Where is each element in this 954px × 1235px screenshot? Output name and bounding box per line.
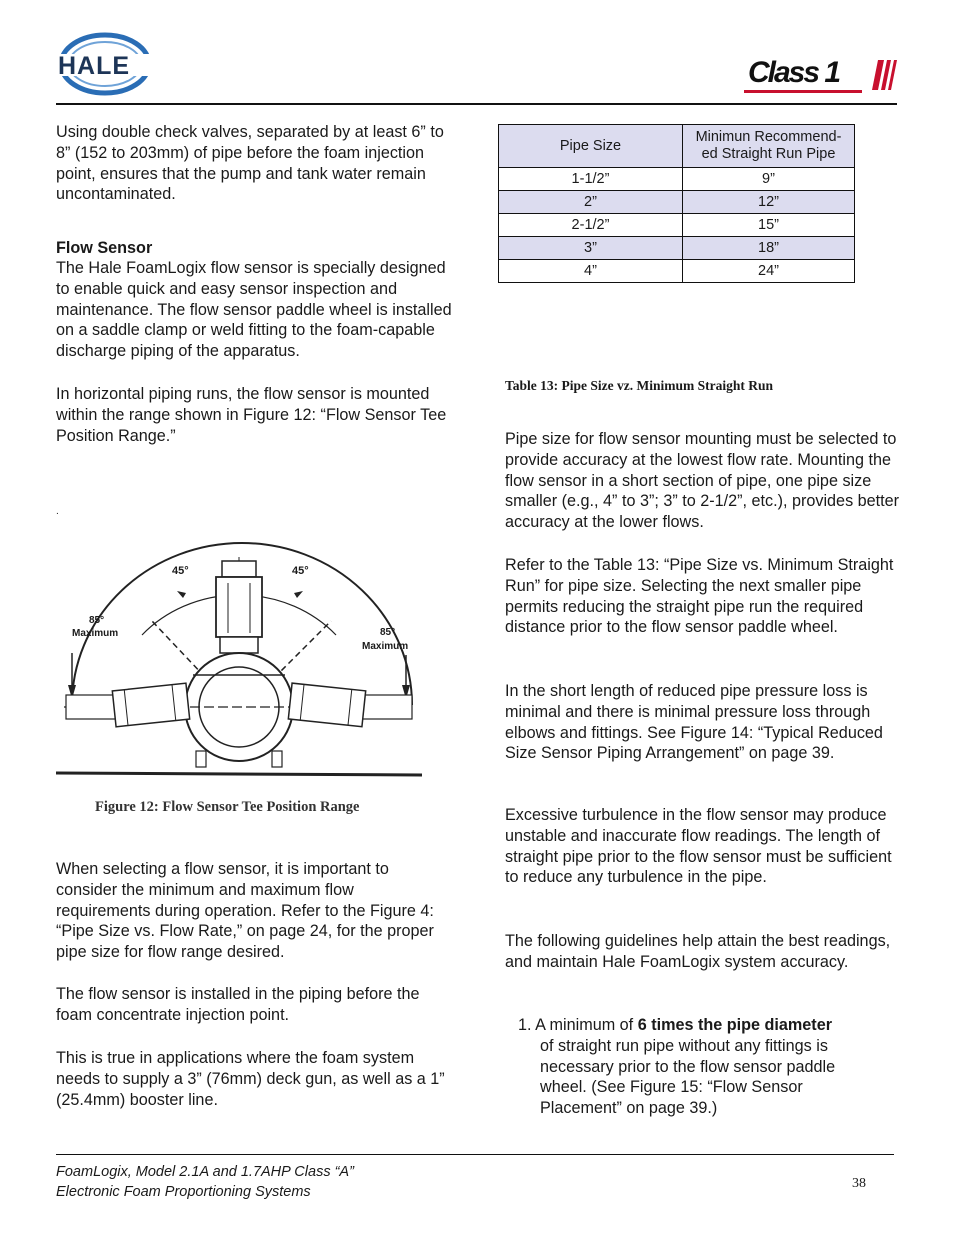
table-cell: 9” xyxy=(683,168,855,191)
class1-logo-text: Class 1 xyxy=(748,56,840,89)
para-refer: Refer to the Table 13: “Pipe Size vs. Minimum Straight Run” for pipe size. Selecting the next smaller pipe permits reducing the straight pipe run the required distance prior to the flow sensor paddle wheel. xyxy=(505,556,894,637)
table-cell: 24” xyxy=(683,260,855,283)
table-cell: 2” xyxy=(499,191,683,214)
table-cell: 3” xyxy=(499,237,683,260)
table-cell: 12” xyxy=(683,191,855,214)
footer-line-1: FoamLogix, Model 2.1A and 1.7AHP Class “A” xyxy=(56,1164,354,1180)
page-number: 38 xyxy=(852,1176,866,1191)
step-text-bold: 6 times the pipe diameter xyxy=(637,1016,833,1034)
table-header-row xyxy=(499,125,855,168)
step-text-pre: A minimum of xyxy=(535,1016,634,1034)
flow-sensor-diagram xyxy=(56,535,422,783)
label-max-left: Maximum xyxy=(72,628,119,639)
footer-rule xyxy=(56,1154,894,1155)
table-cell: 1-1/2” xyxy=(499,168,683,191)
step-text-post: of straight run pipe without any fittings is necessary prior to the flow sensor paddle wheel. (See Figure 15: “Flow Sensor Placement” on page 39.) xyxy=(540,1036,836,1118)
class1-logo xyxy=(744,56,900,96)
para-true: This is true in applications where the foam system needs to supply a 3” (76mm) deck gun, as well as a 1” (25.4mm) booster line. xyxy=(56,1049,445,1109)
table-cell: 15” xyxy=(683,214,855,237)
stray-mark: . xyxy=(56,506,59,517)
hale-logo xyxy=(56,32,154,96)
footer-doc-title xyxy=(56,1162,354,1202)
table-cell: 18” xyxy=(683,237,855,260)
label-85-left: 85° xyxy=(89,615,105,626)
label-45-left: 45° xyxy=(172,565,189,577)
label-45-right: 45° xyxy=(292,565,309,577)
flow-sensor-heading: Flow Sensor xyxy=(56,239,153,257)
table-row xyxy=(499,191,855,214)
footer-line-2: Electronic Foam Proportioning Systems xyxy=(56,1184,311,1200)
label-85-right: 85° xyxy=(380,627,396,638)
table-13-caption: Table 13: Pipe Size vz. Minimum Straight Run xyxy=(505,378,774,393)
para-selecting: When selecting a flow sensor, it is important to consider the minimum and maximum flow requirements during operation. Refer to the Figure 4: “Pipe Size vs. Flow Rate,” on page 24, for the proper pipe size for flow range desired. xyxy=(56,860,434,962)
step-number: 1. xyxy=(518,1016,532,1034)
table-row xyxy=(499,260,855,283)
table-cell: 2-1/2” xyxy=(499,214,683,237)
para-flow-sensor: The Hale FoamLogix flow sensor is specially designed to enable quick and easy sensor inspection and maintenance. The flow sensor paddle wheel is installed on a saddle clamp or weld fitting to the foam-capable discharge piping of the apparatus. xyxy=(56,259,452,361)
table-header-cell: Minimun Recommend-ed Straight Run Pipe xyxy=(683,125,855,168)
para-turbulence: Excessive turbulence in the flow sensor may produce unstable and inaccurate flow readings. The length of straight pipe prior to the flow sensor must be sufficient to reduce any turbulence in the pipe. xyxy=(505,806,892,887)
table-cell: 4” xyxy=(499,260,683,283)
para-installed: The flow sensor is installed in the piping before the foam concentrate injection point. xyxy=(56,985,420,1024)
para-short-length: In the short length of reduced pipe pressure loss is minimal and there is minimal pressure loss through elbows and fittings. See Figure 14: “Typical Reduced Size Sensor Piping Arrangement” on page 39. xyxy=(505,682,883,763)
guideline-step-1 xyxy=(518,1015,858,1119)
table-row xyxy=(499,214,855,237)
header-rule xyxy=(56,103,897,105)
figure-12-flow-sensor-tee xyxy=(56,535,422,783)
para-pipe-size: Pipe size for flow sensor mounting must be selected to provide accuracy at the lowest flow rate. Mounting the flow sensor in a short section of pipe, one pipe size smaller (e.g., 4” to 3”; 3” to 2-1/2”, etc.), provides better accuracy at the lower flows. xyxy=(505,430,900,532)
table-row xyxy=(499,168,855,191)
para-check-valves: Using double check valves, separated by at least 6” to 8” (152 to 203mm) of pipe before the foam injection point, ensures that the pump and tank water remain uncontaminated. xyxy=(56,123,444,204)
para-guidelines: The following guidelines help attain the best readings, and maintain Hale FoamLogix system accuracy. xyxy=(505,932,891,971)
label-max-right: Maximum xyxy=(362,641,409,652)
para-horizontal: In horizontal piping runs, the flow sensor is mounted within the range shown in Figure 12: “Flow Sensor Tee Position Range.” xyxy=(56,385,447,445)
hale-logo-text: HALE xyxy=(58,52,131,80)
table-row xyxy=(499,237,855,260)
figure-12-caption: Figure 12: Flow Sensor Tee Position Range xyxy=(95,799,360,815)
class1-stripes-icon xyxy=(872,58,898,92)
table-header-cell: Pipe Size xyxy=(499,125,683,168)
pipe-size-table xyxy=(498,124,855,283)
